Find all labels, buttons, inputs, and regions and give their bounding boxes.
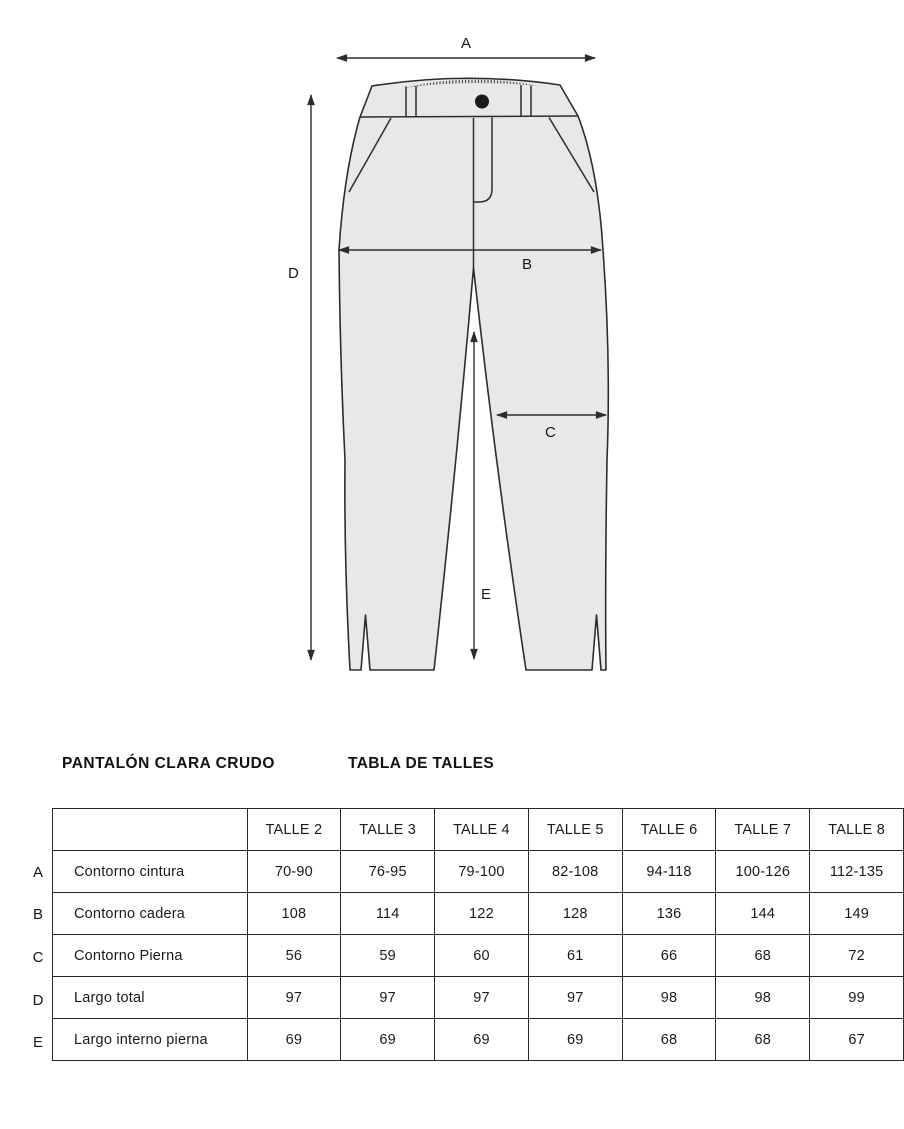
size-value-cell: 108: [247, 893, 341, 935]
size-value-cell: 97: [341, 977, 435, 1019]
label-B: B: [522, 256, 533, 273]
size-value-cell: 68: [622, 1019, 716, 1061]
size-value-cell: 82-108: [528, 851, 622, 893]
size-value-cell: 69: [528, 1019, 622, 1061]
row-letter: E: [32, 1034, 43, 1052]
size-value-cell: 60: [435, 935, 529, 977]
label-E: E: [481, 586, 492, 603]
row-letter: C: [32, 948, 44, 966]
row-label: Largo total: [53, 977, 248, 1019]
size-value-cell: 68: [716, 935, 810, 977]
row-label: Contorno Pierna: [53, 935, 248, 977]
size-value-cell: 122: [435, 893, 529, 935]
size-value-cell: 56: [247, 935, 341, 977]
table-header-row: [53, 809, 904, 851]
size-value-cell: 97: [247, 977, 341, 1019]
row-letter: D: [32, 991, 44, 1009]
size-value-cell: 69: [247, 1019, 341, 1061]
size-value-cell: 67: [810, 1019, 904, 1061]
size-value-cell: 98: [716, 977, 810, 1019]
size-chart-title: TABLA DE TALLES: [348, 755, 495, 772]
size-value-cell: 69: [435, 1019, 529, 1061]
product-title: PANTALÓN CLARA CRUDO: [62, 755, 275, 772]
label-C: C: [545, 424, 556, 441]
table-row: [53, 935, 904, 977]
size-value-cell: 98: [622, 977, 716, 1019]
size-value-cell: 70-90: [247, 851, 341, 893]
size-value-cell: 112-135: [810, 851, 904, 893]
table-row: [53, 851, 904, 893]
size-value-cell: 59: [341, 935, 435, 977]
row-letter-column: [26, 851, 50, 1064]
size-value-cell: 61: [528, 935, 622, 977]
section-titles: [0, 755, 904, 777]
column-header: TALLE 2: [247, 809, 341, 851]
column-header: TALLE 5: [528, 809, 622, 851]
size-value-cell: 114: [341, 893, 435, 935]
size-value-cell: 97: [528, 977, 622, 1019]
size-value-cell: 69: [341, 1019, 435, 1061]
size-value-cell: 68: [716, 1019, 810, 1061]
table-row: [53, 893, 904, 935]
size-value-cell: 66: [622, 935, 716, 977]
row-label: Largo interno pierna: [53, 1019, 248, 1061]
size-table: [52, 808, 904, 1061]
size-value-cell: 136: [622, 893, 716, 935]
size-value-cell: 99: [810, 977, 904, 1019]
column-header: TALLE 7: [716, 809, 810, 851]
size-value-cell: 79-100: [435, 851, 529, 893]
row-letter: B: [32, 906, 43, 924]
table-row: [53, 1019, 904, 1061]
size-value-cell: 72: [810, 935, 904, 977]
row-label: Contorno cintura: [53, 851, 248, 893]
size-value-cell: 97: [435, 977, 529, 1019]
table-row: [53, 977, 904, 1019]
waist-button: [475, 95, 489, 109]
column-header: TALLE 4: [435, 809, 529, 851]
column-header: TALLE 6: [622, 809, 716, 851]
size-value-cell: 76-95: [341, 851, 435, 893]
column-header: TALLE 8: [810, 809, 904, 851]
label-A: A: [460, 35, 472, 52]
size-value-cell: 94-118: [622, 851, 716, 893]
size-value-cell: 100-126: [716, 851, 810, 893]
label-D: D: [288, 265, 299, 282]
size-value-cell: 128: [528, 893, 622, 935]
row-letter: A: [32, 863, 43, 881]
column-header: TALLE 3: [341, 809, 435, 851]
size-value-cell: 149: [810, 893, 904, 935]
size-value-cell: 144: [716, 893, 810, 935]
row-label: Contorno cadera: [53, 893, 248, 935]
corner-cell: [53, 809, 248, 851]
